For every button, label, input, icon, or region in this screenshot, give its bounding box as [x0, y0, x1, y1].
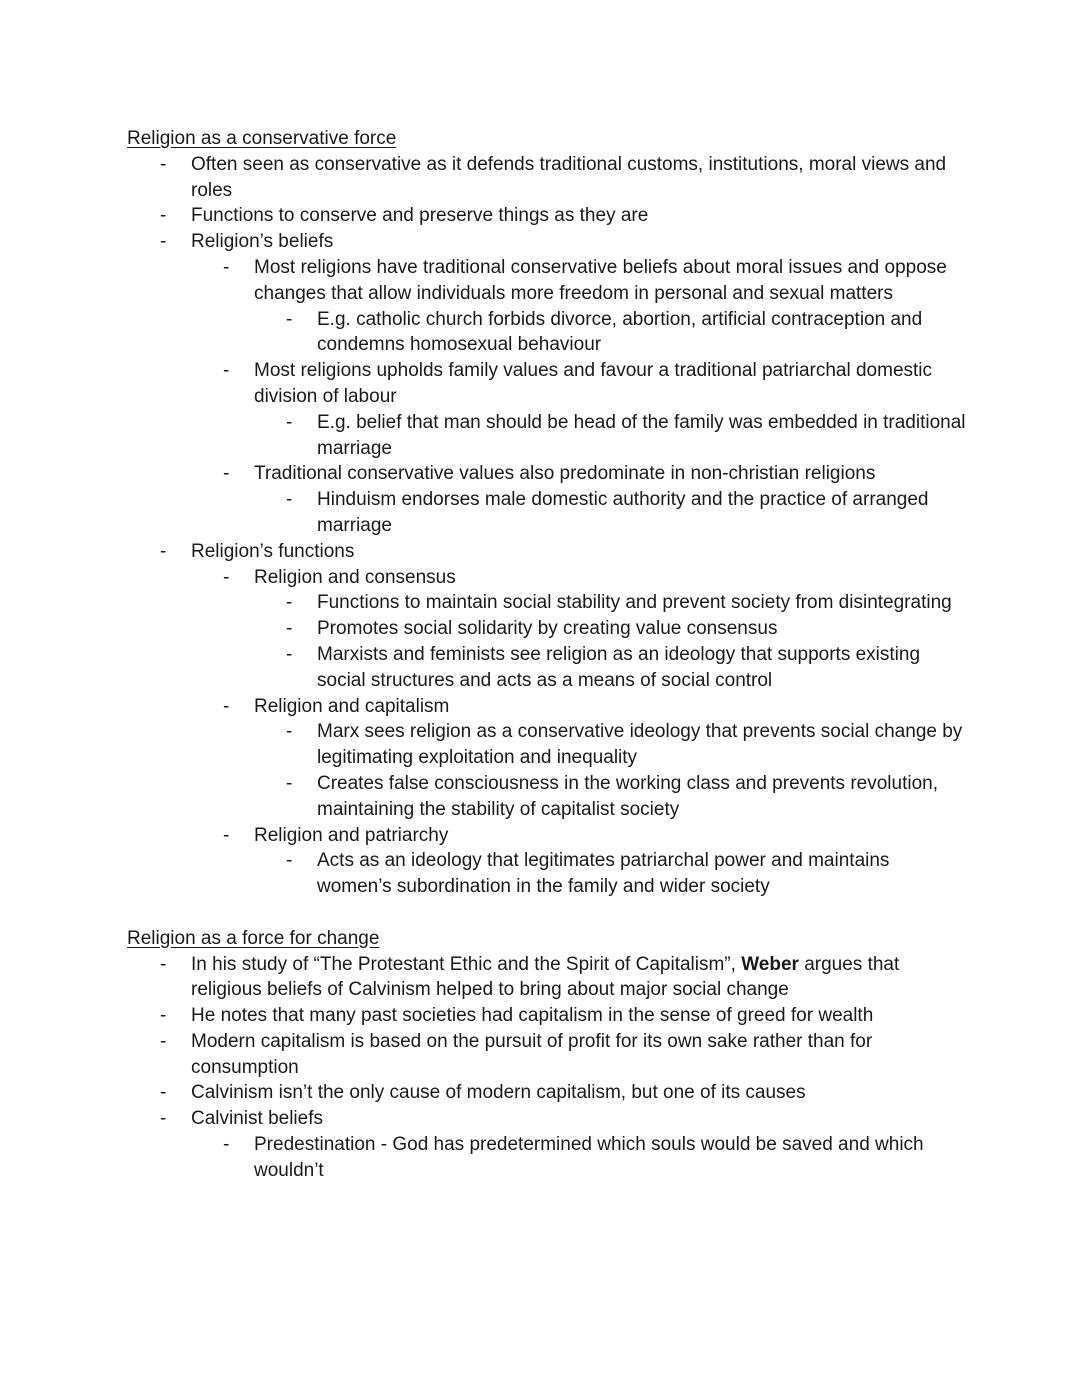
section-conservative-force [127, 126, 967, 900]
list-item-text: Religion and consensus [254, 566, 456, 588]
bullet-dash: - [286, 489, 293, 511]
list-item-text: Most religions upholds family values and favour a traditional patriarchal domestic division of labour [254, 360, 933, 407]
list-item-text: Marx sees religion as a conservative ideology that prevents social change by legitimating exploitation and inequality [317, 721, 963, 769]
bullet-dash: - [286, 721, 293, 743]
list-item-text: Traditional conservative values also predominate in non-christian religions [254, 463, 876, 485]
bullet-dash: - [223, 360, 230, 382]
list-item [127, 952, 967, 1004]
list-item-text: Religion’s beliefs [191, 231, 334, 253]
bullet-dash: - [286, 772, 293, 794]
bullet-dash: - [223, 256, 230, 278]
bullet-dash: - [160, 1082, 167, 1104]
section-heading: Religion as a conservative force [127, 128, 397, 149]
list-item-text: Functions to conserve and preserve things as they are [191, 205, 649, 227]
bullet-dash: - [160, 231, 167, 253]
list-item-text: Promotes social solidarity by creating value consensus [317, 618, 778, 640]
list-item [127, 152, 967, 204]
list-item-text: Modern capitalism is based on the pursuit of profit for its own sake rather than for consumption [191, 1030, 873, 1078]
list-item [127, 358, 967, 410]
list-item [127, 1132, 967, 1184]
list-item [127, 1029, 967, 1081]
list-item-text: Predestination - God has predetermined which souls would be saved and which wouldn’t [254, 1134, 924, 1181]
list-item-text: Religion’s functions [191, 540, 355, 562]
bullet-dash: - [286, 643, 293, 665]
text-run: In his study of “The Protestant Ethic and the Spirit of Capitalism”, [191, 953, 742, 975]
list-item [127, 771, 967, 823]
list-item-text: Hinduism endorses male domestic authority and the practice of arranged marriage [317, 489, 929, 536]
bullet-dash: - [286, 308, 293, 330]
list-item-text: Religion and capitalism [254, 695, 450, 717]
list-item [127, 410, 967, 462]
list-item [127, 616, 967, 642]
bullet-dash: - [223, 566, 230, 588]
list-item [127, 461, 967, 487]
bullet-dash: - [160, 953, 167, 975]
list-item [127, 1003, 967, 1029]
list-item [127, 823, 967, 849]
list-item [127, 229, 967, 255]
text-run: argues that religious beliefs of Calvinism helped to bring about major social change [191, 953, 900, 1001]
bullet-dash: - [223, 695, 230, 717]
bullet-dash: - [160, 1030, 167, 1052]
list-item-text: Marxists and feminists see religion as an ideology that supports existing social structures and acts as a means of social control [317, 643, 921, 691]
list-item [127, 719, 967, 771]
bullet-dash: - [223, 463, 230, 485]
section-heading: Religion as a force for change [127, 927, 380, 949]
bullet-dash: - [223, 1134, 230, 1156]
author-name: Weber [741, 953, 799, 975]
list-item-text: Calvinism isn’t the only cause of modern capitalism, but one of its causes [191, 1082, 806, 1104]
list-item [127, 848, 967, 900]
list-item [127, 565, 967, 591]
list-item-text [191, 954, 899, 1001]
list-item [127, 1106, 967, 1132]
bullet-dash: - [286, 850, 293, 872]
list-item [127, 694, 967, 720]
list-item [127, 203, 967, 229]
bullet-dash: - [160, 1108, 167, 1130]
list-item-text: Often seen as conservative as it defends traditional customs, institutions, moral views and roles [191, 153, 947, 201]
bullet-dash: - [286, 618, 293, 640]
document-page [127, 126, 967, 1184]
list-item-text: Functions to maintain social stability and prevent society from disintegrating [317, 592, 952, 614]
list-item [127, 307, 967, 359]
bullet-dash: - [286, 411, 293, 433]
list-item [127, 1080, 967, 1106]
bullet-dash: - [286, 592, 293, 614]
bullet-dash: - [160, 153, 167, 175]
list-item-text: Calvinist beliefs [191, 1108, 323, 1130]
list-item [127, 255, 967, 307]
list-item [127, 487, 967, 539]
list-item [127, 642, 967, 694]
bullet-dash: - [223, 824, 230, 846]
list-item [127, 539, 967, 565]
bullet-dash: - [160, 1005, 167, 1027]
list-item-text: E.g. belief that man should be head of the family was embedded in traditional marriage [317, 411, 966, 459]
list-item-text: Acts as an ideology that legitimates patriarchal power and maintains women’s subordination in the family and wider society [317, 850, 890, 898]
list-item [127, 590, 967, 616]
list-item-text: He notes that many past societies had capitalism in the sense of greed for wealth [191, 1005, 874, 1027]
list-item-text: E.g. catholic church forbids divorce, abortion, artificial contraception and condemns homosexual behaviour [317, 308, 923, 356]
list-item-text: Religion and patriarchy [254, 824, 449, 846]
bullet-dash: - [160, 540, 167, 562]
list-item-text: Most religions have traditional conservative beliefs about moral issues and oppose changes that allow individuals more freedom in personal and sexual matters [254, 256, 947, 304]
list-item-text: Creates false consciousness in the working class and prevents revolution, maintaining the stability of capitalist society [317, 772, 938, 820]
bullet-dash: - [160, 205, 167, 227]
section-force-for-change [127, 926, 967, 1184]
